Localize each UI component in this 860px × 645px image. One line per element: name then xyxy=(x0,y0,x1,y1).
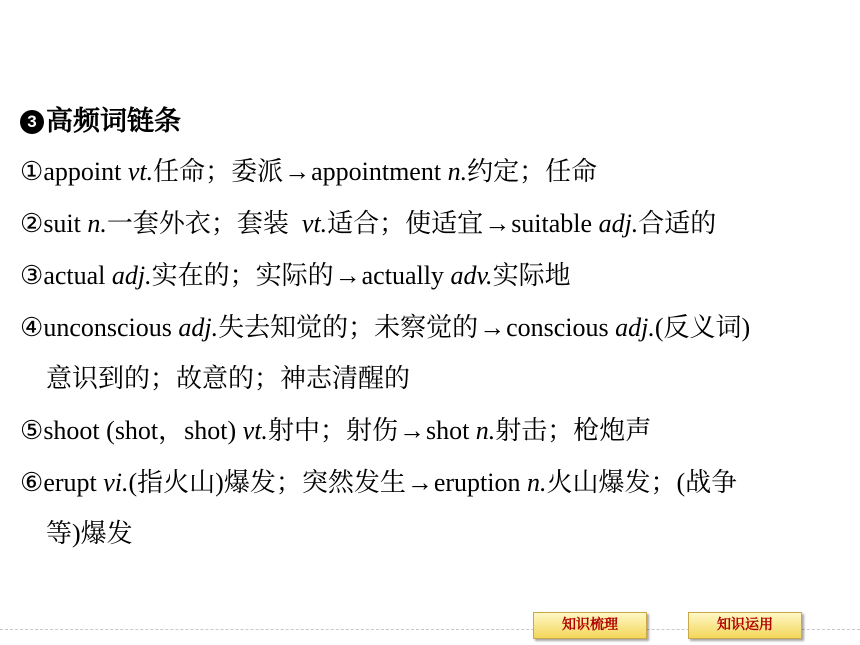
derived-pos: n. xyxy=(526,468,547,497)
vocab-entry-2 xyxy=(20,206,716,242)
derived-word: conscious xyxy=(506,313,609,342)
entry-meaning: (指火山)爆发；突然发生 xyxy=(128,468,406,497)
entry-meaning: 实在的；实际的 xyxy=(151,261,334,290)
derived-word: shot xyxy=(425,416,470,445)
derived-word: suitable xyxy=(511,209,593,238)
derived-meaning: 约定；任命 xyxy=(467,157,598,186)
knowledge-review-button[interactable]: 知识梳理 xyxy=(533,612,647,639)
entry-pos: adj. xyxy=(178,313,219,342)
derived-word: eruption xyxy=(433,468,521,497)
entry-word: actual xyxy=(43,261,106,290)
arrow-icon: → xyxy=(398,416,425,445)
arrow-icon: → xyxy=(479,313,506,342)
vocab-entry-5 xyxy=(20,413,651,449)
entry-number: ① xyxy=(20,157,44,186)
derived-pos: adv. xyxy=(450,261,493,290)
section-title: 高频词链条 xyxy=(46,106,181,137)
entry-pos: n. xyxy=(87,209,107,238)
entry-number: ③ xyxy=(20,261,44,290)
entry-meaning: 射中；射伤 xyxy=(267,416,398,445)
derived-meaning: 实际地 xyxy=(492,261,571,290)
entry-word: appoint xyxy=(43,157,122,186)
derived-pos: adj. xyxy=(615,313,655,342)
arrow-icon: → xyxy=(334,261,361,290)
entry-meaning: 失去知觉的；未察觉的 xyxy=(218,313,479,342)
arrow-icon: → xyxy=(406,468,433,497)
knowledge-application-button[interactable]: 知识运用 xyxy=(688,612,802,639)
vocab-entry-3 xyxy=(20,258,571,294)
derived-meaning: 火山爆发；(战争 xyxy=(546,468,738,497)
section-heading xyxy=(20,104,181,140)
vocab-entry-6 xyxy=(20,465,737,501)
arrow-icon: → xyxy=(484,209,511,238)
entry-pos: vt. xyxy=(127,157,154,186)
entry-word: shoot xyxy=(43,416,100,445)
derived-word: actually xyxy=(361,261,444,290)
derived-pos: n. xyxy=(475,416,496,445)
entry-number: ⑥ xyxy=(20,468,44,497)
derived-pos: n. xyxy=(447,157,468,186)
section-number-badge: 3 xyxy=(20,110,44,134)
vocab-entry-4-continuation: 意识到的；故意的；神志清醒的 xyxy=(46,364,411,393)
vocab-entry-6-continuation: 等)爆发 xyxy=(46,519,133,548)
entry-meaning-2: 适合；使适宜 xyxy=(327,209,484,238)
entry-pos: vi. xyxy=(103,468,129,497)
entry-meaning: 一套外衣；套装 xyxy=(106,209,289,238)
entry-number: ② xyxy=(20,209,44,238)
derived-meaning: (反义词) xyxy=(654,313,751,342)
vocab-entry-4 xyxy=(20,310,750,346)
entry-pos: vt. xyxy=(242,416,268,445)
entry-pos: adj. xyxy=(111,261,152,290)
derived-word: appointment xyxy=(311,157,442,186)
vocab-entry-1 xyxy=(20,154,597,190)
derived-meaning: 射击；枪炮声 xyxy=(495,416,652,445)
entry-pos-2: vt. xyxy=(301,209,328,238)
entry-forms: (shot，shot) xyxy=(106,416,237,445)
arrow-icon: → xyxy=(284,157,311,186)
derived-meaning: 合适的 xyxy=(638,209,717,238)
entry-word: suit xyxy=(43,209,81,238)
entry-number: ⑤ xyxy=(20,416,44,445)
entry-number: ④ xyxy=(20,313,44,342)
entry-word: unconscious xyxy=(43,313,172,342)
entry-word: erupt xyxy=(43,468,97,497)
derived-pos: adj. xyxy=(598,209,639,238)
entry-meaning: 任命；委派 xyxy=(153,157,284,186)
